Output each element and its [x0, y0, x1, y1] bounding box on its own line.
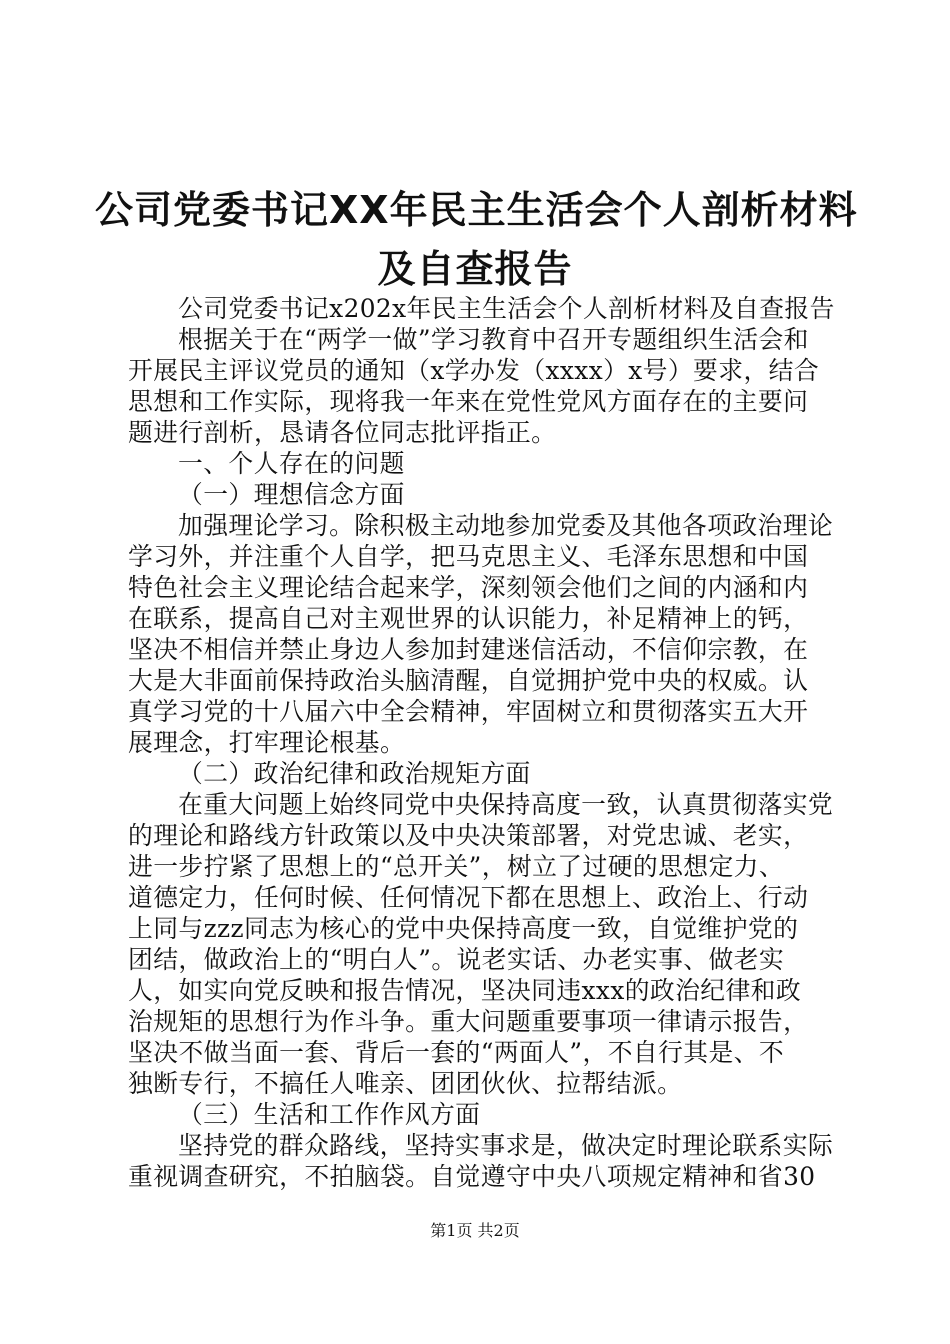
paragraph-line: 人，如实向党反映和报告情况，坚决同违xxx的政治纪律和政: [128, 976, 802, 1005]
paragraph-line: 坚决不做当面一套、背后一套的“两面人”，不自行其是、不: [128, 1038, 785, 1067]
document-title-line-2: 及自查报告: [377, 247, 573, 291]
subsection-heading: （二）政治纪律和政治规矩方面: [178, 759, 531, 788]
paragraph-line: 题进行剖析，恳请各位同志批评指正。: [128, 418, 557, 447]
paragraph-line: 治规矩的思想行为作斗争。重大问题重要事项一律请示报告，: [128, 1007, 809, 1036]
paragraph-line: 学习外，并注重个人自学，把马克思主义、毛泽东思想和中国: [128, 542, 809, 571]
paragraph-line: 特色社会主义理论结合起来学，深刻领会他们之间的内涵和内: [128, 573, 809, 602]
paragraph-line: 上同与zzz同志为核心的党中央保持高度一致，自觉维护党的: [128, 914, 799, 943]
paragraph-line: 独断专行，不搞任人唯亲、团团伙伙、拉帮结派。: [128, 1069, 683, 1098]
paragraph-line: 思想和工作实际，现将我一年来在党性党风方面存在的主要问: [128, 387, 809, 416]
document-title-line-1: 公司党委书记XX年民主生活会个人剖析材料: [95, 188, 858, 232]
paragraph-line: 在重大问题上始终同党中央保持高度一致，认真贯彻落实党: [178, 790, 834, 819]
paragraph-line: 团结，做政治上的“明白人”。说老实话、办老实事、做老实: [128, 945, 785, 974]
paragraph-line: 的理论和路线方针政策以及中央决策部署，对党忠诚、老实，: [128, 821, 809, 850]
paragraph-line: 在联系，提高自己对主观世界的认识能力，补足精神上的钙，: [128, 604, 809, 633]
paragraph-line: 展理念，打牢理论根基。: [128, 728, 406, 757]
section-heading: 一、个人存在的问题: [178, 449, 405, 478]
paragraph-line: 重视调查研究，不拍脑袋。自觉遵守中央八项规定精神和省30: [128, 1162, 816, 1191]
paragraph-line: 道德定力，任何时候、任何情况下都在思想上、政治上、行动: [128, 883, 809, 912]
page-footer: 第1页 共2页: [430, 1221, 520, 1240]
subsection-heading: （一）理想信念方面: [178, 480, 405, 509]
paragraph-line: 坚持党的群众路线，坚持实事求是，做决定时理论联系实际: [178, 1131, 834, 1160]
paragraph-line: 加强理论学习。除积极主动地参加党委及其他各项政治理论: [178, 511, 834, 540]
paragraph-line: 真学习党的十八届六中全会精神，牢固树立和贯彻落实五大开: [128, 697, 809, 726]
paragraph-line: 开展民主评议党员的通知（x学办发（xxxx）x号）要求，结合: [128, 356, 820, 385]
subsection-heading: （三）生活和工作作风方面: [178, 1100, 481, 1129]
paragraph-line: 大是大非面前保持政治头脑清醒，自觉拥护党中央的权威。认: [128, 666, 809, 695]
paragraph-line: 进一步拧紧了思想上的“总开关”，树立了过硬的思想定力、: [128, 852, 785, 881]
paragraph-line: 根据关于在“两学一做”学习教育中召开专题组织生活会和: [178, 325, 809, 354]
paragraph-line: 坚决不相信并禁止身边人参加封建迷信活动，不信仰宗教，在: [128, 635, 809, 664]
paragraph-line: 公司党委书记x202x年民主生活会个人剖析材料及自查报告: [178, 294, 835, 323]
